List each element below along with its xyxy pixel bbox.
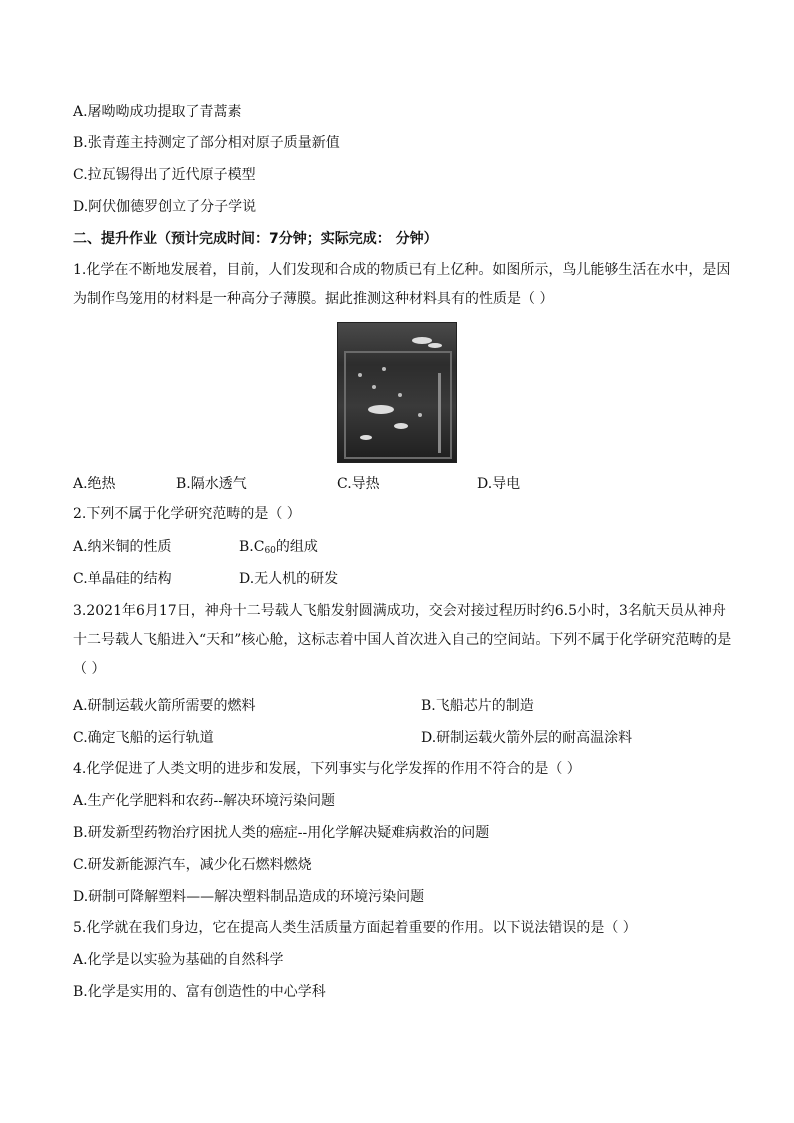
prev-option-d: D.阿伏伽德罗创立了分子学说: [73, 199, 257, 215]
q3-option-a: A.研制运载火箭所需要的燃料: [73, 698, 256, 714]
q4-stem: 4.化学促进了人类文明的进步和发展，下列事实与化学发挥的作用不符合的是（ ）: [73, 761, 581, 777]
q3-stem: 3.2021年6月17日，神舟十二号载人飞船发射圆满成功，交会对接过程历时约6.5小时，3名航天员从神舟十二号载人飞船进入“天和”核心舱，这标志着中国人首次进入自己的空间站。下列不属于化学研究范畴的是（ ）: [73, 603, 732, 677]
q5-option-a: A.化学是以实验为基础的自然科学: [73, 952, 284, 968]
q4-option-c: C.研发新能源汽车，减少化石燃料燃烧: [73, 857, 312, 873]
q1-option-a: A.绝热: [73, 476, 116, 492]
q2-option-d: D.无人机的研发: [239, 571, 339, 587]
q1-stem: 1.化学在不断地发展着，目前，人们发现和合成的物质已有上亿种。如图所示，鸟儿能够生活在水中，是因为制作鸟笼用的材料是一种高分子薄膜。据此推测这种材料具有的性质是（ ）: [73, 262, 731, 307]
section-title: 二、提升作业（预计完成时间：7分钟；实际完成： 分钟）: [73, 231, 438, 247]
prev-option-a: A.屠呦呦成功提取了青蒿素: [73, 104, 242, 120]
fish-tank-photo: [337, 322, 457, 463]
q3-option-b: B.飞船芯片的制造: [421, 698, 534, 714]
q2-stem: 2.下列不属于化学研究范畴的是（ ）: [73, 506, 301, 522]
q1-option-c: C.导热: [337, 476, 380, 492]
q2-option-a: A.纳米铜的性质: [73, 539, 172, 555]
q4-option-d: D.研制可降解塑料——解决塑料制品造成的环境污染问题: [73, 889, 425, 905]
q4-option-a: A.生产化学肥料和农药--解决环境污染问题: [73, 793, 336, 809]
prev-option-b: B.张青莲主持测定了部分相对原子质量新值: [73, 135, 340, 151]
q2-option-b: $B.C_{60}$的组成: [239, 539, 318, 556]
q3-option-c: C.确定飞船的运行轨道: [73, 730, 214, 746]
q3-option-d: D.研制运载火箭外层的耐高温涂料: [421, 730, 633, 746]
q1-option-d: D.导电: [477, 476, 521, 492]
q5-option-b: B.化学是实用的、富有创造性的中心学科: [73, 984, 326, 1000]
q2-option-c: C.单晶硅的结构: [73, 571, 172, 587]
prev-option-c: C.拉瓦锡得出了近代原子模型: [73, 167, 256, 183]
q5-stem: 5.化学就在我们身边，它在提高人类生活质量方面起着重要的作用。以下说法错误的是（ ）: [73, 920, 637, 936]
q1-option-b: B.隔水透气: [176, 476, 247, 492]
q4-option-b: B.研发新型药物治疗困扰人类的癌症--用化学解决疑难病救治的问题: [73, 825, 490, 841]
